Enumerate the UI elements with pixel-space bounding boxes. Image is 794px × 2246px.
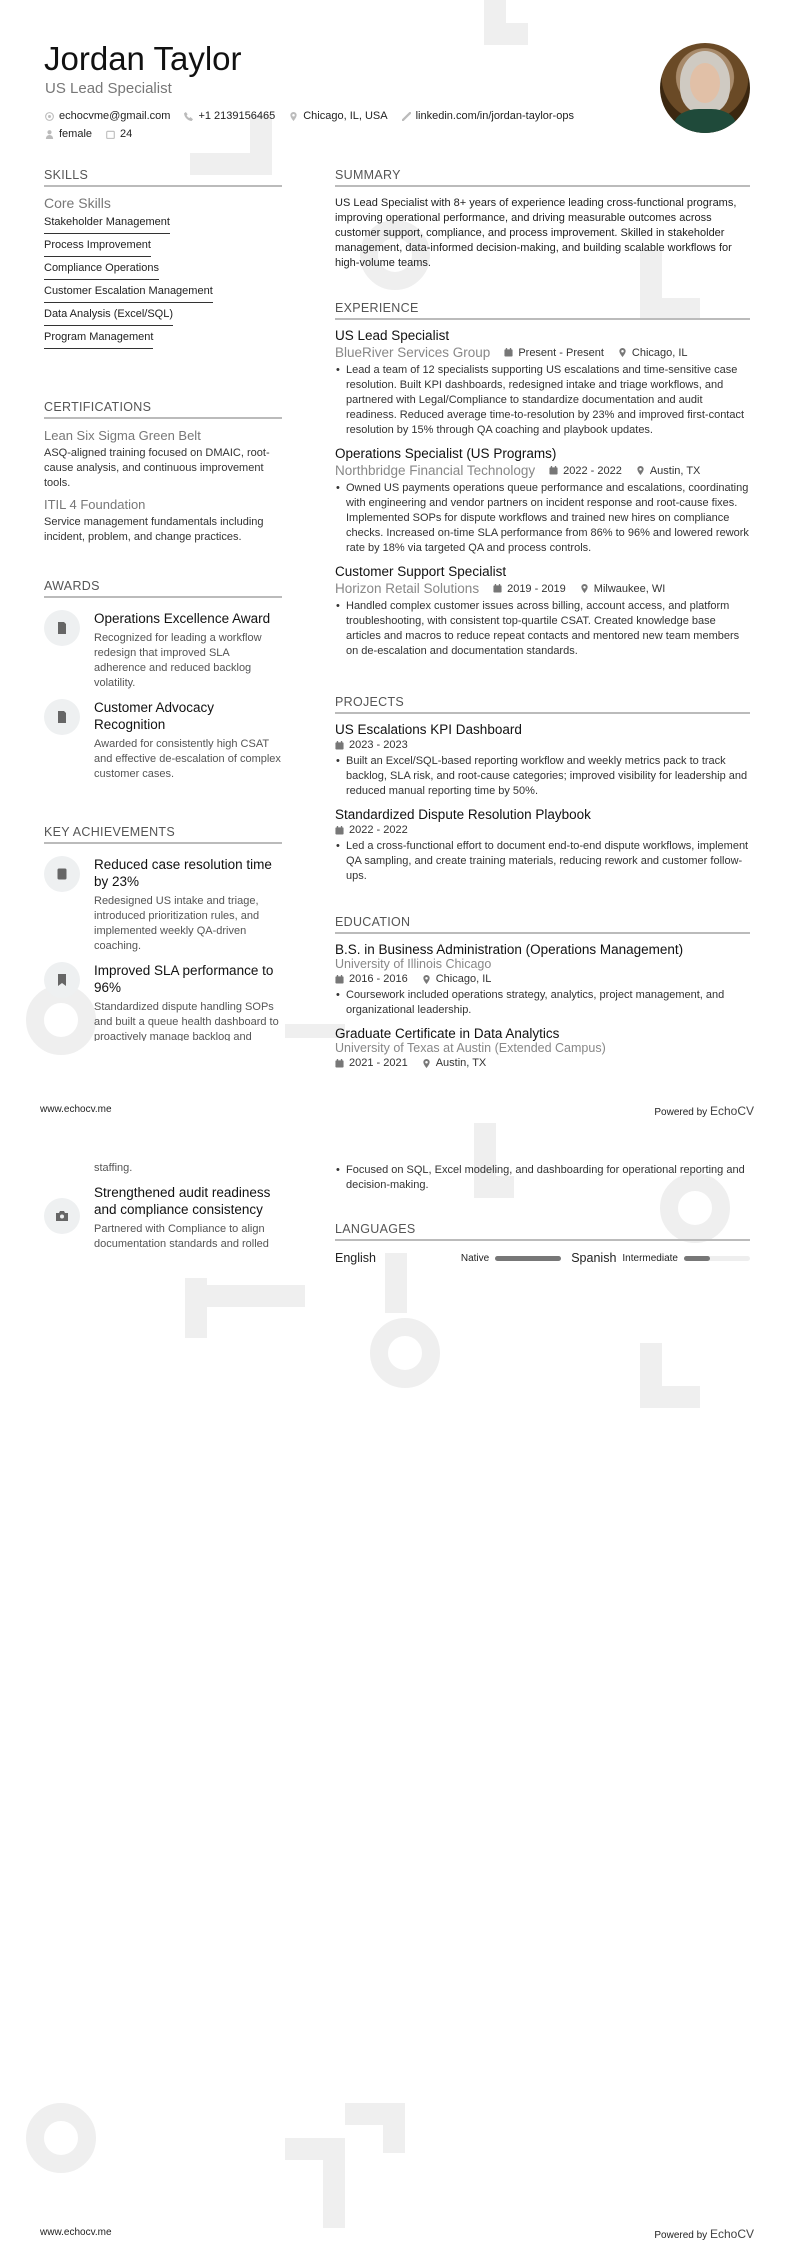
award-item: Operations Excellence Award Recognized for leading a workflow redesign that improved SLA adherence and reduced backlog volatility. [44,610,282,691]
section-heading: KEY ACHIEVEMENTS [44,825,282,844]
footer-site-link[interactable]: www.echocv.me [40,2227,112,2238]
achievement-item: Improved SLA performance to 96% Standardized dispute handling SOPs and built a queue health dashboard to proactively manage backlog and [44,962,282,1041]
camera-icon [44,1198,80,1234]
resume-page-2 [0,1123,794,2246]
calendar-icon [335,1059,344,1068]
section-heading: EDUCATION [335,915,750,934]
skill-item: Stakeholder Management [44,212,170,234]
job-bullet: • Owned US payments operations queue performance and escalations, coordinating with engineering and vendor partners on incident response and root-cause fixes. Implemented SOPs for dispute workflows and trained new hires on compliance checks. Increased on-time SLA performance from 86% to 96% and lowered rework rate by 18% via targeted QA and process controls. [335,481,750,556]
bookmark-icon [44,962,80,998]
education-item: Graduate Certificate in Data Analytics University of Texas at Austin (Extended Campus) 2021 - 2021 Austin, TX [335,1026,606,1069]
footer-site-link[interactable]: www.echocv.me [40,1104,112,1115]
language-level: Intermediate [622,1252,678,1264]
experience-item: Operations Specialist (US Programs) Northbridge Financial Technology 2022 - 2022 Austin, TX • Owned US payments operations queue performance and escalations, coordinating with engineering and vendor partners on incident response and root-cause fixes. Implemented SOPs for dispute workflows and trained new hires on compliance checks. Increased on-time SLA performance from 86% to 96% and lowered rework rate by 18% via targeted QA and process controls. [335,446,750,556]
language-name: English [335,1251,376,1265]
job-title: Customer Support Specialist [335,564,507,579]
skill-item: Process Improvement [44,235,151,257]
education-continued: • Focused on SQL, Excel modeling, and dashboarding for operational reporting and decision-making. [335,1163,750,1193]
project-bullet: • Led a cross-functional effort to document end-to-end dispute workflows, implement QA sampling, and create training materials, reducing rework and customer follow-ups. [335,839,750,884]
education-section [335,915,750,1069]
location-icon [618,348,627,357]
contact-location: Chicago, IL, USA [289,110,387,122]
calendar-icon [335,741,344,750]
experience-item: US Lead Specialist BlueRiver Services Group Present - Present Chicago, IL • Lead a team of 12 specialists supporting US escalations and time-sensitive case resolution. Built KPI dashboards, redesigned intake and triage workflows, and partnered with Legal/Compliance to standardize documentation and audit readiness. Reduced average time-to-resolution by 23% and improved first-contact resolution by 15% through QA coaching and playbook updates. [335,328,750,438]
section-heading: SKILLS [44,168,282,187]
calendar-icon [106,130,115,139]
at-icon [45,112,54,121]
skills-section [44,168,282,349]
candidate-title: US Lead Specialist [45,80,172,97]
calendar-icon [335,975,344,984]
contact-linkedin[interactable]: linkedin.com/in/jordan-taylor-ops [402,110,574,122]
award-icon [44,699,80,735]
cert-item: ITIL 4 Foundation Service management fundamentals including incident, problem, and change practices. [44,497,264,543]
experience-section [335,301,750,659]
clipboard-icon [44,856,80,892]
skill-item: Data Analysis (Excel/SQL) [44,304,173,326]
achievements-continued: staffing. Strengthened audit readiness and compliance consistency Partnered with Compliance to align documentation standards and rolled [44,1161,282,1252]
job-bullet: • Handled complex customer issues across billing, account access, and platform troubleshooting, with consistent top-quartile CSAT. Created knowledge base articles and macros to reduce repeat contacts and mentored new team members on de-escalation and documentation standards. [335,599,750,659]
profile-photo [660,43,750,133]
skill-item: Compliance Operations [44,258,159,280]
section-heading: PROJECTS [335,695,750,714]
summary-text: US Lead Specialist with 8+ years of experience leading cross-functional programs, improving operational performance, and driving measurable outcomes across customer support, compliance, and process improvement. Skilled in stakeholder management, data-informed decision-making, and building scalable workflows for high-volume teams. [335,197,737,269]
watermark-ring [370,1318,440,1388]
watermark-shape [484,23,528,45]
phone-icon [184,112,193,121]
watermark-shape [185,1285,305,1307]
language-name: Spanish [571,1251,617,1265]
certifications-section [44,400,282,545]
section-heading: AWARDS [44,579,282,598]
section-heading: EXPERIENCE [335,301,750,320]
language-level: Native [460,1252,490,1264]
language-level-bar [684,1256,750,1261]
location-icon [636,466,645,475]
awards-section [44,579,282,782]
watermark-shape [323,2138,345,2228]
languages-section [335,1222,750,1265]
footer-powered-by[interactable]: Powered by EchoCV [654,1104,754,1118]
contact-row [45,110,574,122]
watermark-shape [640,1386,700,1408]
job-bullet: • Lead a team of 12 specialists supporting US escalations and time-sensitive case resolution. Built KPI dashboards, redesigned intake and triage workflows, and partnered with Legal/Compliance to standardize documentation and audit readiness. Reduced average time-to-resolution by 23% and improved first-contact resolution by 15% through QA coaching and playbook updates. [335,363,750,438]
cert-item: Lean Six Sigma Green Belt ASQ-aligned training focused on DMAIC, root-cause analysis, and continuous improvement tools. [44,428,270,489]
achievements-section [44,825,282,1041]
location-icon [289,112,298,121]
job-title: Operations Specialist (US Programs) [335,446,557,461]
award-icon [44,610,80,646]
contact-phone[interactable]: +1 2139156465 [184,110,275,122]
user-icon [45,130,54,139]
watermark-ring [26,2103,96,2173]
calendar-icon [335,826,344,835]
link-icon [402,112,411,121]
section-heading: LANGUAGES [335,1222,750,1241]
calendar-icon [504,348,513,357]
project-item: US Escalations KPI Dashboard 2023 - 2023 • Built an Excel/SQL-based reporting workflow and weekly metrics pack to track backlog, SLA risk, and root-cause categories; improved visibility for leadership and reduced manual reporting time by 50%. [335,722,750,799]
project-item: Standardized Dispute Resolution Playbook 2022 - 2022 • Led a cross-functional effort to document end-to-end dispute workflows, implement QA sampling, and create training materials, reducing rework and customer follow-ups. [335,807,750,884]
project-title: Standardized Dispute Resolution Playbook [335,807,591,822]
calendar-icon [493,584,502,593]
skill-item: Program Management [44,327,153,349]
calendar-icon [549,466,558,475]
personal-row [45,128,132,140]
contact-email[interactable]: echocvme@gmail.com [45,110,170,122]
age: 24 [106,128,132,140]
skill-item: Customer Escalation Management [44,281,213,303]
company: Northbridge Financial Technology [335,463,536,478]
projects-section [335,695,750,884]
location-icon [580,584,589,593]
project-title: US Escalations KPI Dashboard [335,722,522,737]
section-heading: CERTIFICATIONS [44,400,282,419]
location-icon [422,975,431,984]
gender: female [45,128,92,140]
project-bullet: • Built an Excel/SQL-based reporting workflow and weekly metrics pack to track backlog, SLA risk, and root-cause categories; improved visibility for leadership and reduced manual reporting time by 50%. [335,754,750,799]
summary-section [335,168,750,271]
location-icon [422,1059,431,1068]
candidate-name: Jordan Taylor [44,40,242,77]
award-item: Customer Advocacy Recognition Awarded for consistently high CSAT and effective de-escalation of complex customer cases. [44,699,282,782]
job-title: US Lead Specialist [335,328,450,343]
footer-powered-by[interactable]: Powered by EchoCV [654,2227,754,2241]
section-heading: SUMMARY [335,168,750,187]
company: Horizon Retail Solutions [335,581,480,596]
experience-item: Customer Support Specialist Horizon Retail Solutions 2019 - 2019 Milwaukee, WI • Handled complex customer issues across billing, account access, and platform troubleshooting, with consistent top-quartile CSAT. Created knowledge base articles and macros to reduce repeat contacts and mentored new team members on de-escalation and documentation standards. [335,564,750,659]
achievement-item: Strengthened audit readiness and compliance consistency Partnered with Compliance to align documentation standards and rolled [44,1184,282,1252]
watermark-shape [383,2103,405,2153]
education-item: B.S. in Business Administration (Operations Management) University of Illinois Chicago 2016 - 2016 Chicago, IL • Coursework included operations strategy, analytics, project management, and organizational leadership. [335,942,750,1018]
skill-group-title: Core Skills [44,195,111,211]
achievement-item: Reduced case resolution time by 23% Redesigned US intake and triage, introduced prioritization rules, and implemented weekly QA-driven coaching. [44,856,282,954]
language-level-bar [495,1256,561,1261]
company: BlueRiver Services Group [335,345,491,360]
